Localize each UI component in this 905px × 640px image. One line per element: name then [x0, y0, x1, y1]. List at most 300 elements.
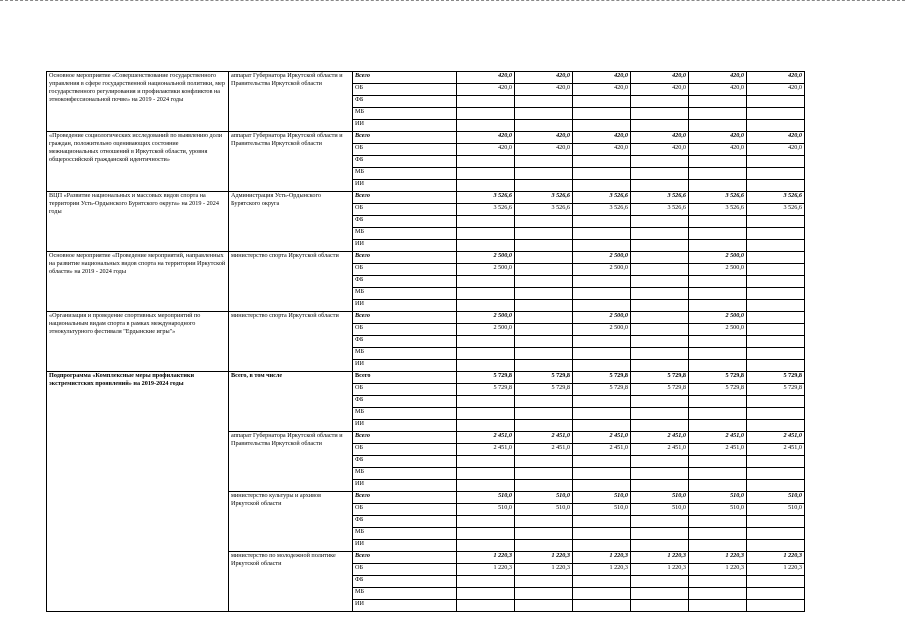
amount-cell: [747, 540, 805, 552]
amount-cell: 510,0: [631, 504, 689, 516]
amount-cell: [573, 336, 631, 348]
amount-cell: [631, 216, 689, 228]
amount-cell: [689, 168, 747, 180]
amount-cell: 1 220,3: [747, 552, 805, 564]
amount-cell: [747, 396, 805, 408]
amount-cell: [689, 276, 747, 288]
amount-cell: 510,0: [747, 492, 805, 504]
amount-cell: [515, 396, 573, 408]
amount-cell: [747, 312, 805, 324]
amount-cell: 420,0: [573, 144, 631, 156]
amount-cell: 2 451,0: [747, 432, 805, 444]
amount-cell: [689, 420, 747, 432]
amount-cell: [747, 336, 805, 348]
funding-source: ОБ: [353, 384, 457, 396]
funding-source: МБ: [353, 228, 457, 240]
amount-cell: 2 451,0: [689, 432, 747, 444]
amount-cell: [573, 528, 631, 540]
funding-source: ФБ: [353, 156, 457, 168]
amount-cell: [631, 180, 689, 192]
funding-source: Всего: [353, 252, 457, 264]
funding-source: ИИ: [353, 360, 457, 372]
funding-source: ФБ: [353, 96, 457, 108]
amount-cell: [573, 156, 631, 168]
amount-cell: [515, 120, 573, 132]
funding-source: МБ: [353, 408, 457, 420]
activity-description: «Организация и проведение спортивных мероприятий по национальным видам спорта в рамках международного этнокультурного фестиваля "Ердынские игры"»: [47, 312, 229, 372]
amount-cell: 2 451,0: [457, 432, 515, 444]
amount-cell: [573, 456, 631, 468]
amount-cell: [631, 516, 689, 528]
amount-cell: [515, 480, 573, 492]
funding-source: ИИ: [353, 240, 457, 252]
amount-cell: [689, 240, 747, 252]
amount-cell: 3 526,6: [573, 204, 631, 216]
funding-source: МБ: [353, 288, 457, 300]
amount-cell: [515, 324, 573, 336]
responsible-executor: министерство культуры и архивов Иркутской области: [229, 492, 353, 552]
amount-cell: 510,0: [689, 504, 747, 516]
amount-cell: [515, 420, 573, 432]
amount-cell: 2 500,0: [457, 312, 515, 324]
amount-cell: [457, 168, 515, 180]
amount-cell: [689, 576, 747, 588]
amount-cell: 2 500,0: [573, 264, 631, 276]
amount-cell: [457, 456, 515, 468]
amount-cell: [631, 396, 689, 408]
amount-cell: 420,0: [747, 84, 805, 96]
funding-source: Всего: [353, 492, 457, 504]
amount-cell: [631, 360, 689, 372]
amount-cell: 5 729,8: [689, 384, 747, 396]
amount-cell: [689, 396, 747, 408]
amount-cell: [689, 360, 747, 372]
funding-source: МБ: [353, 468, 457, 480]
amount-cell: [689, 156, 747, 168]
amount-cell: [573, 540, 631, 552]
amount-cell: 5 729,8: [573, 372, 631, 384]
amount-cell: [573, 168, 631, 180]
amount-cell: [747, 408, 805, 420]
amount-cell: 3 526,6: [689, 192, 747, 204]
responsible-executor: Всего, в том числе: [229, 372, 353, 432]
amount-cell: 1 220,3: [747, 564, 805, 576]
amount-cell: 510,0: [457, 504, 515, 516]
amount-cell: [631, 480, 689, 492]
amount-cell: [631, 600, 689, 612]
amount-cell: 510,0: [457, 492, 515, 504]
amount-cell: 2 451,0: [457, 444, 515, 456]
amount-cell: [573, 216, 631, 228]
activity-description: Подпрограмма «Комплексные меры профилактики экстремистских проявлений» на 2019-2024 годы: [47, 372, 229, 612]
amount-cell: 510,0: [573, 504, 631, 516]
amount-cell: 1 220,3: [573, 552, 631, 564]
amount-cell: [573, 396, 631, 408]
amount-cell: [515, 360, 573, 372]
amount-cell: [689, 408, 747, 420]
funding-source: ФБ: [353, 456, 457, 468]
amount-cell: [689, 348, 747, 360]
amount-cell: [457, 576, 515, 588]
amount-cell: 2 500,0: [689, 264, 747, 276]
amount-cell: [747, 528, 805, 540]
amount-cell: 420,0: [457, 72, 515, 84]
funding-source: ФБ: [353, 276, 457, 288]
amount-cell: [515, 600, 573, 612]
amount-cell: [573, 468, 631, 480]
funding-source: ИИ: [353, 420, 457, 432]
amount-cell: [457, 408, 515, 420]
amount-cell: [457, 420, 515, 432]
amount-cell: [631, 120, 689, 132]
amount-cell: 510,0: [515, 492, 573, 504]
amount-cell: [457, 468, 515, 480]
amount-cell: [631, 156, 689, 168]
funding-source: Всего: [353, 552, 457, 564]
amount-cell: [689, 456, 747, 468]
amount-cell: [457, 288, 515, 300]
table-row: [47, 132, 805, 144]
amount-cell: 420,0: [747, 132, 805, 144]
amount-cell: 420,0: [457, 144, 515, 156]
funding-source: ФБ: [353, 396, 457, 408]
amount-cell: [631, 348, 689, 360]
funding-source: ИИ: [353, 540, 457, 552]
amount-cell: [573, 120, 631, 132]
funding-source: ФБ: [353, 576, 457, 588]
amount-cell: [515, 252, 573, 264]
amount-cell: 1 220,3: [515, 552, 573, 564]
amount-cell: [631, 228, 689, 240]
activity-description: Основное мероприятие «Проведение мероприятий, направленных на развитие национальных видов спорта на территории Иркутской области» на 2019 - 2024 годы: [47, 252, 229, 312]
amount-cell: 420,0: [631, 84, 689, 96]
amount-cell: 5 729,8: [457, 384, 515, 396]
amount-cell: 510,0: [689, 492, 747, 504]
amount-cell: [457, 360, 515, 372]
amount-cell: 420,0: [631, 144, 689, 156]
amount-cell: 420,0: [631, 132, 689, 144]
amount-cell: [631, 96, 689, 108]
amount-cell: 1 220,3: [689, 552, 747, 564]
amount-cell: 1 220,3: [515, 564, 573, 576]
responsible-executor: Администрация Усть-Ордынского Бурятского округа: [229, 192, 353, 252]
funding-source: МБ: [353, 528, 457, 540]
amount-cell: [747, 120, 805, 132]
amount-cell: [573, 480, 631, 492]
amount-cell: [515, 516, 573, 528]
amount-cell: 2 500,0: [689, 324, 747, 336]
amount-cell: [573, 420, 631, 432]
amount-cell: [747, 216, 805, 228]
amount-cell: [457, 108, 515, 120]
amount-cell: [631, 468, 689, 480]
funding-source: МБ: [353, 348, 457, 360]
amount-cell: [747, 288, 805, 300]
amount-cell: 2 500,0: [457, 264, 515, 276]
amount-cell: [573, 588, 631, 600]
amount-cell: [689, 480, 747, 492]
amount-cell: 1 220,3: [631, 552, 689, 564]
amount-cell: [689, 108, 747, 120]
funding-source: ОБ: [353, 144, 457, 156]
amount-cell: 5 729,8: [631, 372, 689, 384]
amount-cell: 420,0: [689, 132, 747, 144]
amount-cell: [631, 588, 689, 600]
funding-source: МБ: [353, 168, 457, 180]
table-row: [47, 192, 805, 204]
amount-cell: [689, 216, 747, 228]
amount-cell: 420,0: [515, 144, 573, 156]
amount-cell: [689, 516, 747, 528]
amount-cell: [515, 108, 573, 120]
funding-source: Всего: [353, 192, 457, 204]
amount-cell: 2 500,0: [689, 312, 747, 324]
amount-cell: [515, 216, 573, 228]
amount-cell: 5 729,8: [747, 384, 805, 396]
amount-cell: 5 729,8: [515, 372, 573, 384]
amount-cell: [689, 228, 747, 240]
amount-cell: 420,0: [573, 72, 631, 84]
amount-cell: [515, 348, 573, 360]
amount-cell: [515, 240, 573, 252]
amount-cell: 2 500,0: [573, 312, 631, 324]
amount-cell: [689, 336, 747, 348]
amount-cell: [631, 456, 689, 468]
amount-cell: [689, 180, 747, 192]
amount-cell: [747, 468, 805, 480]
responsible-executor: министерство спорта Иркутской области: [229, 252, 353, 312]
funding-source: ФБ: [353, 216, 457, 228]
funding-source: ОБ: [353, 324, 457, 336]
amount-cell: [689, 528, 747, 540]
amount-cell: [573, 108, 631, 120]
amount-cell: 1 220,3: [689, 564, 747, 576]
amount-cell: [573, 288, 631, 300]
amount-cell: 420,0: [515, 72, 573, 84]
responsible-executor: министерство спорта Иркутской области: [229, 312, 353, 372]
amount-cell: 2 500,0: [457, 252, 515, 264]
funding-source: Всего: [353, 132, 457, 144]
amount-cell: [515, 468, 573, 480]
amount-cell: 2 500,0: [573, 252, 631, 264]
amount-cell: [631, 264, 689, 276]
funding-source: ИИ: [353, 600, 457, 612]
amount-cell: 2 451,0: [631, 444, 689, 456]
amount-cell: 420,0: [631, 72, 689, 84]
amount-cell: 5 729,8: [631, 384, 689, 396]
amount-cell: [573, 228, 631, 240]
amount-cell: 420,0: [573, 84, 631, 96]
amount-cell: [747, 516, 805, 528]
amount-cell: 3 526,6: [457, 204, 515, 216]
table-row: [47, 252, 805, 264]
amount-cell: [515, 528, 573, 540]
amount-cell: 2 451,0: [515, 444, 573, 456]
amount-cell: [457, 528, 515, 540]
amount-cell: [515, 156, 573, 168]
funding-source: ОБ: [353, 264, 457, 276]
amount-cell: 2 500,0: [689, 252, 747, 264]
amount-cell: [457, 276, 515, 288]
amount-cell: [689, 96, 747, 108]
funding-source: МБ: [353, 108, 457, 120]
amount-cell: [515, 264, 573, 276]
amount-cell: [457, 396, 515, 408]
amount-cell: [573, 240, 631, 252]
amount-cell: 5 729,8: [747, 372, 805, 384]
amount-cell: [747, 96, 805, 108]
amount-cell: 1 220,3: [573, 564, 631, 576]
amount-cell: [573, 360, 631, 372]
funding-source: ОБ: [353, 504, 457, 516]
funding-source: ИИ: [353, 120, 457, 132]
amount-cell: [747, 180, 805, 192]
responsible-executor: аппарат Губернатора Иркутской области и Правительства Иркутской области: [229, 432, 353, 492]
table-row: [47, 72, 805, 84]
amount-cell: [515, 276, 573, 288]
amount-cell: [747, 324, 805, 336]
amount-cell: 510,0: [515, 504, 573, 516]
amount-cell: [631, 300, 689, 312]
amount-cell: 1 220,3: [631, 564, 689, 576]
amount-cell: [573, 276, 631, 288]
amount-cell: [573, 408, 631, 420]
amount-cell: [631, 240, 689, 252]
amount-cell: [689, 288, 747, 300]
amount-cell: [515, 180, 573, 192]
amount-cell: [747, 264, 805, 276]
amount-cell: [631, 312, 689, 324]
funding-source: ОБ: [353, 444, 457, 456]
amount-cell: [515, 408, 573, 420]
amount-cell: [689, 588, 747, 600]
budget-table-body: [47, 72, 805, 612]
amount-cell: [747, 156, 805, 168]
amount-cell: [747, 360, 805, 372]
amount-cell: [573, 600, 631, 612]
page-top-edge: [0, 0, 905, 1]
amount-cell: [631, 252, 689, 264]
funding-source: Всего: [353, 432, 457, 444]
amount-cell: 3 526,6: [631, 192, 689, 204]
funding-source: ФБ: [353, 516, 457, 528]
amount-cell: [631, 420, 689, 432]
amount-cell: 2 451,0: [689, 444, 747, 456]
amount-cell: 1 220,3: [457, 564, 515, 576]
amount-cell: 420,0: [573, 132, 631, 144]
amount-cell: 2 500,0: [457, 324, 515, 336]
amount-cell: 3 526,6: [573, 192, 631, 204]
amount-cell: [457, 96, 515, 108]
amount-cell: [631, 288, 689, 300]
amount-cell: 420,0: [689, 84, 747, 96]
amount-cell: 3 526,6: [631, 204, 689, 216]
funding-source: ОБ: [353, 204, 457, 216]
activity-description: ВЦП «Развитие национальных и массовых видов спорта на территории Усть-Ордынского Бурятского округа» на 2019 - 2024 годы: [47, 192, 229, 252]
amount-cell: [515, 540, 573, 552]
amount-cell: [457, 348, 515, 360]
amount-cell: [457, 300, 515, 312]
amount-cell: [515, 300, 573, 312]
amount-cell: [747, 576, 805, 588]
funding-source: ОБ: [353, 84, 457, 96]
amount-cell: [631, 540, 689, 552]
amount-cell: [689, 600, 747, 612]
amount-cell: [515, 288, 573, 300]
amount-cell: 2 451,0: [573, 444, 631, 456]
amount-cell: [631, 108, 689, 120]
amount-cell: [631, 576, 689, 588]
amount-cell: 5 729,8: [573, 384, 631, 396]
amount-cell: [515, 228, 573, 240]
amount-cell: 2 451,0: [631, 432, 689, 444]
amount-cell: 420,0: [515, 84, 573, 96]
amount-cell: [457, 516, 515, 528]
amount-cell: [515, 168, 573, 180]
amount-cell: [515, 456, 573, 468]
amount-cell: 3 526,6: [515, 204, 573, 216]
amount-cell: [747, 588, 805, 600]
amount-cell: 3 526,6: [747, 192, 805, 204]
amount-cell: [747, 456, 805, 468]
amount-cell: 510,0: [747, 504, 805, 516]
amount-cell: 420,0: [457, 132, 515, 144]
amount-cell: 420,0: [747, 144, 805, 156]
amount-cell: [747, 480, 805, 492]
amount-cell: [747, 300, 805, 312]
amount-cell: 3 526,6: [747, 204, 805, 216]
amount-cell: [457, 336, 515, 348]
amount-cell: [631, 324, 689, 336]
amount-cell: 420,0: [689, 72, 747, 84]
amount-cell: [573, 180, 631, 192]
amount-cell: [747, 420, 805, 432]
amount-cell: [573, 576, 631, 588]
amount-cell: 2 451,0: [747, 444, 805, 456]
funding-source: ИИ: [353, 180, 457, 192]
responsible-executor: министерство по молодежной политике Иркутской области: [229, 552, 353, 612]
amount-cell: [747, 240, 805, 252]
amount-cell: 510,0: [573, 492, 631, 504]
amount-cell: [747, 600, 805, 612]
funding-source: ИИ: [353, 300, 457, 312]
amount-cell: 1 220,3: [457, 552, 515, 564]
funding-source: ИИ: [353, 480, 457, 492]
funding-source: МБ: [353, 588, 457, 600]
amount-cell: [631, 168, 689, 180]
amount-cell: [457, 240, 515, 252]
amount-cell: 5 729,8: [689, 372, 747, 384]
amount-cell: 420,0: [515, 132, 573, 144]
responsible-executor: аппарат Губернатора Иркутской области и Правительства Иркутской области: [229, 72, 353, 132]
funding-source: Всего: [353, 72, 457, 84]
amount-cell: [747, 228, 805, 240]
amount-cell: [573, 300, 631, 312]
amount-cell: 3 526,6: [457, 192, 515, 204]
amount-cell: [573, 348, 631, 360]
amount-cell: [747, 108, 805, 120]
funding-source: ФБ: [353, 336, 457, 348]
amount-cell: [457, 600, 515, 612]
amount-cell: 5 729,8: [515, 384, 573, 396]
amount-cell: 3 526,6: [515, 192, 573, 204]
amount-cell: [631, 336, 689, 348]
funding-source: Всего: [353, 312, 457, 324]
amount-cell: 2 500,0: [573, 324, 631, 336]
amount-cell: [457, 588, 515, 600]
amount-cell: [631, 276, 689, 288]
amount-cell: [689, 540, 747, 552]
